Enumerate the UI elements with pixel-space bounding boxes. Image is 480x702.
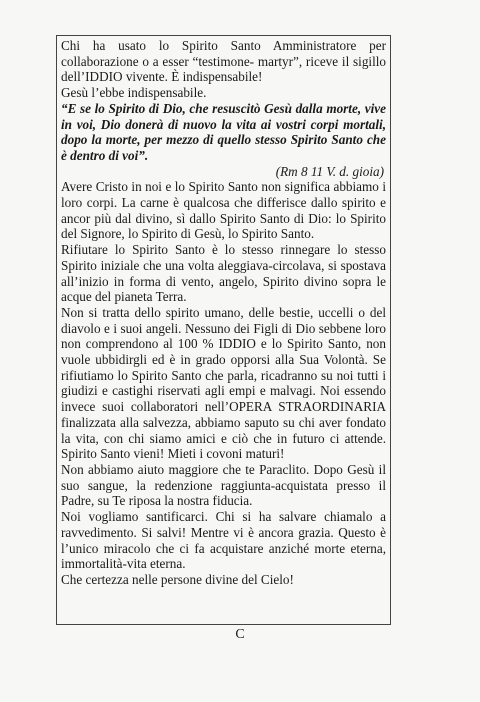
paragraph-1: Chi ha usato lo Spirito Santo Amministratore per collaborazione o a esser “testimone- martyr”, riceve il sigillo dell’IDDIO vivente. È indispensabile! [61,38,386,85]
paragraph-8: Che certezza nelle persone divine del Cielo! [61,571,294,587]
paragraph-4: Rifiutare lo Spirito Santo è lo stesso rinnegare lo stesso Spirito iniziale che una volta aleggiava-circolava, si spostava all’inizio in forma di vento, angelo, Spirito divino sopra le acque del pianeta Terra. [61,242,386,305]
paragraph-7: Noi vogliamo santificarci. Chi si ha salvare chiamalo a ravvedimento. Si salvi! Mentre vi è ancora grazia. Questo è l’unico miracolo che ci fa acquistare anziché morte eterna, immortalità-vita eterna. [61,509,386,572]
scripture-quote: “E se lo Spirito di Dio, che resuscitò Gesù dalla morte, vive in voi, Dio donerà di nuovo la vita ai vostri corpi mortali, dopo la morte, per mezzo di quello stesso Spirito Santo che è dentro di voi”. [61,100,386,163]
text-frame [56,35,391,625]
page-number: C [235,627,245,642]
paragraph-3: Avere Cristo in noi e lo Spirito Santo non significa abbiamo i loro corpi. La carne è qualcosa che differisce dallo spirito e ancor più dal divino, sì dallo Spirito Santo di Dio: lo Spirito del Signore, lo Spirito di Gesù, lo Spirito Santo. [61,179,386,242]
paragraph-2: Gesù l’ebbe indispensabile. [61,85,207,101]
paragraph-6: Non abbiamo aiuto maggiore che te Paraclito. Dopo Gesù il suo sangue, la redenzione raggiunta-acquistata presso il Padre, su Te riposa la nostra fiducia. [61,461,386,509]
scripture-reference: (Rm 8 11 V. d. gioia) [275,163,384,179]
paragraph-5: Non si tratta dello spirito umano, delle bestie, uccelli o del diavolo e i suoi angeli. Nessuno dei Figli di Dio sebbene loro non comprendono al 100 % IDDIO e lo Spirito Santo, non vuole ubbidirgli ed è in grado opporsi alla Sua Volontà. Se rifiutiamo lo Spirito Santo che parla, ricadranno su noi tutti i giudizi e castighi riservati agli empi e malvagi. Noi essendo invece suoi collaboratori nell’OPERA STRAORDINARIA finalizzata alla salvezza, abbiamo saputo su chi aver fondato la vita, con chi siamo amici e ciò che in futuro ci attende. Spirito Santo vieni! Mieti i covoni maturi! [61,304,386,462]
